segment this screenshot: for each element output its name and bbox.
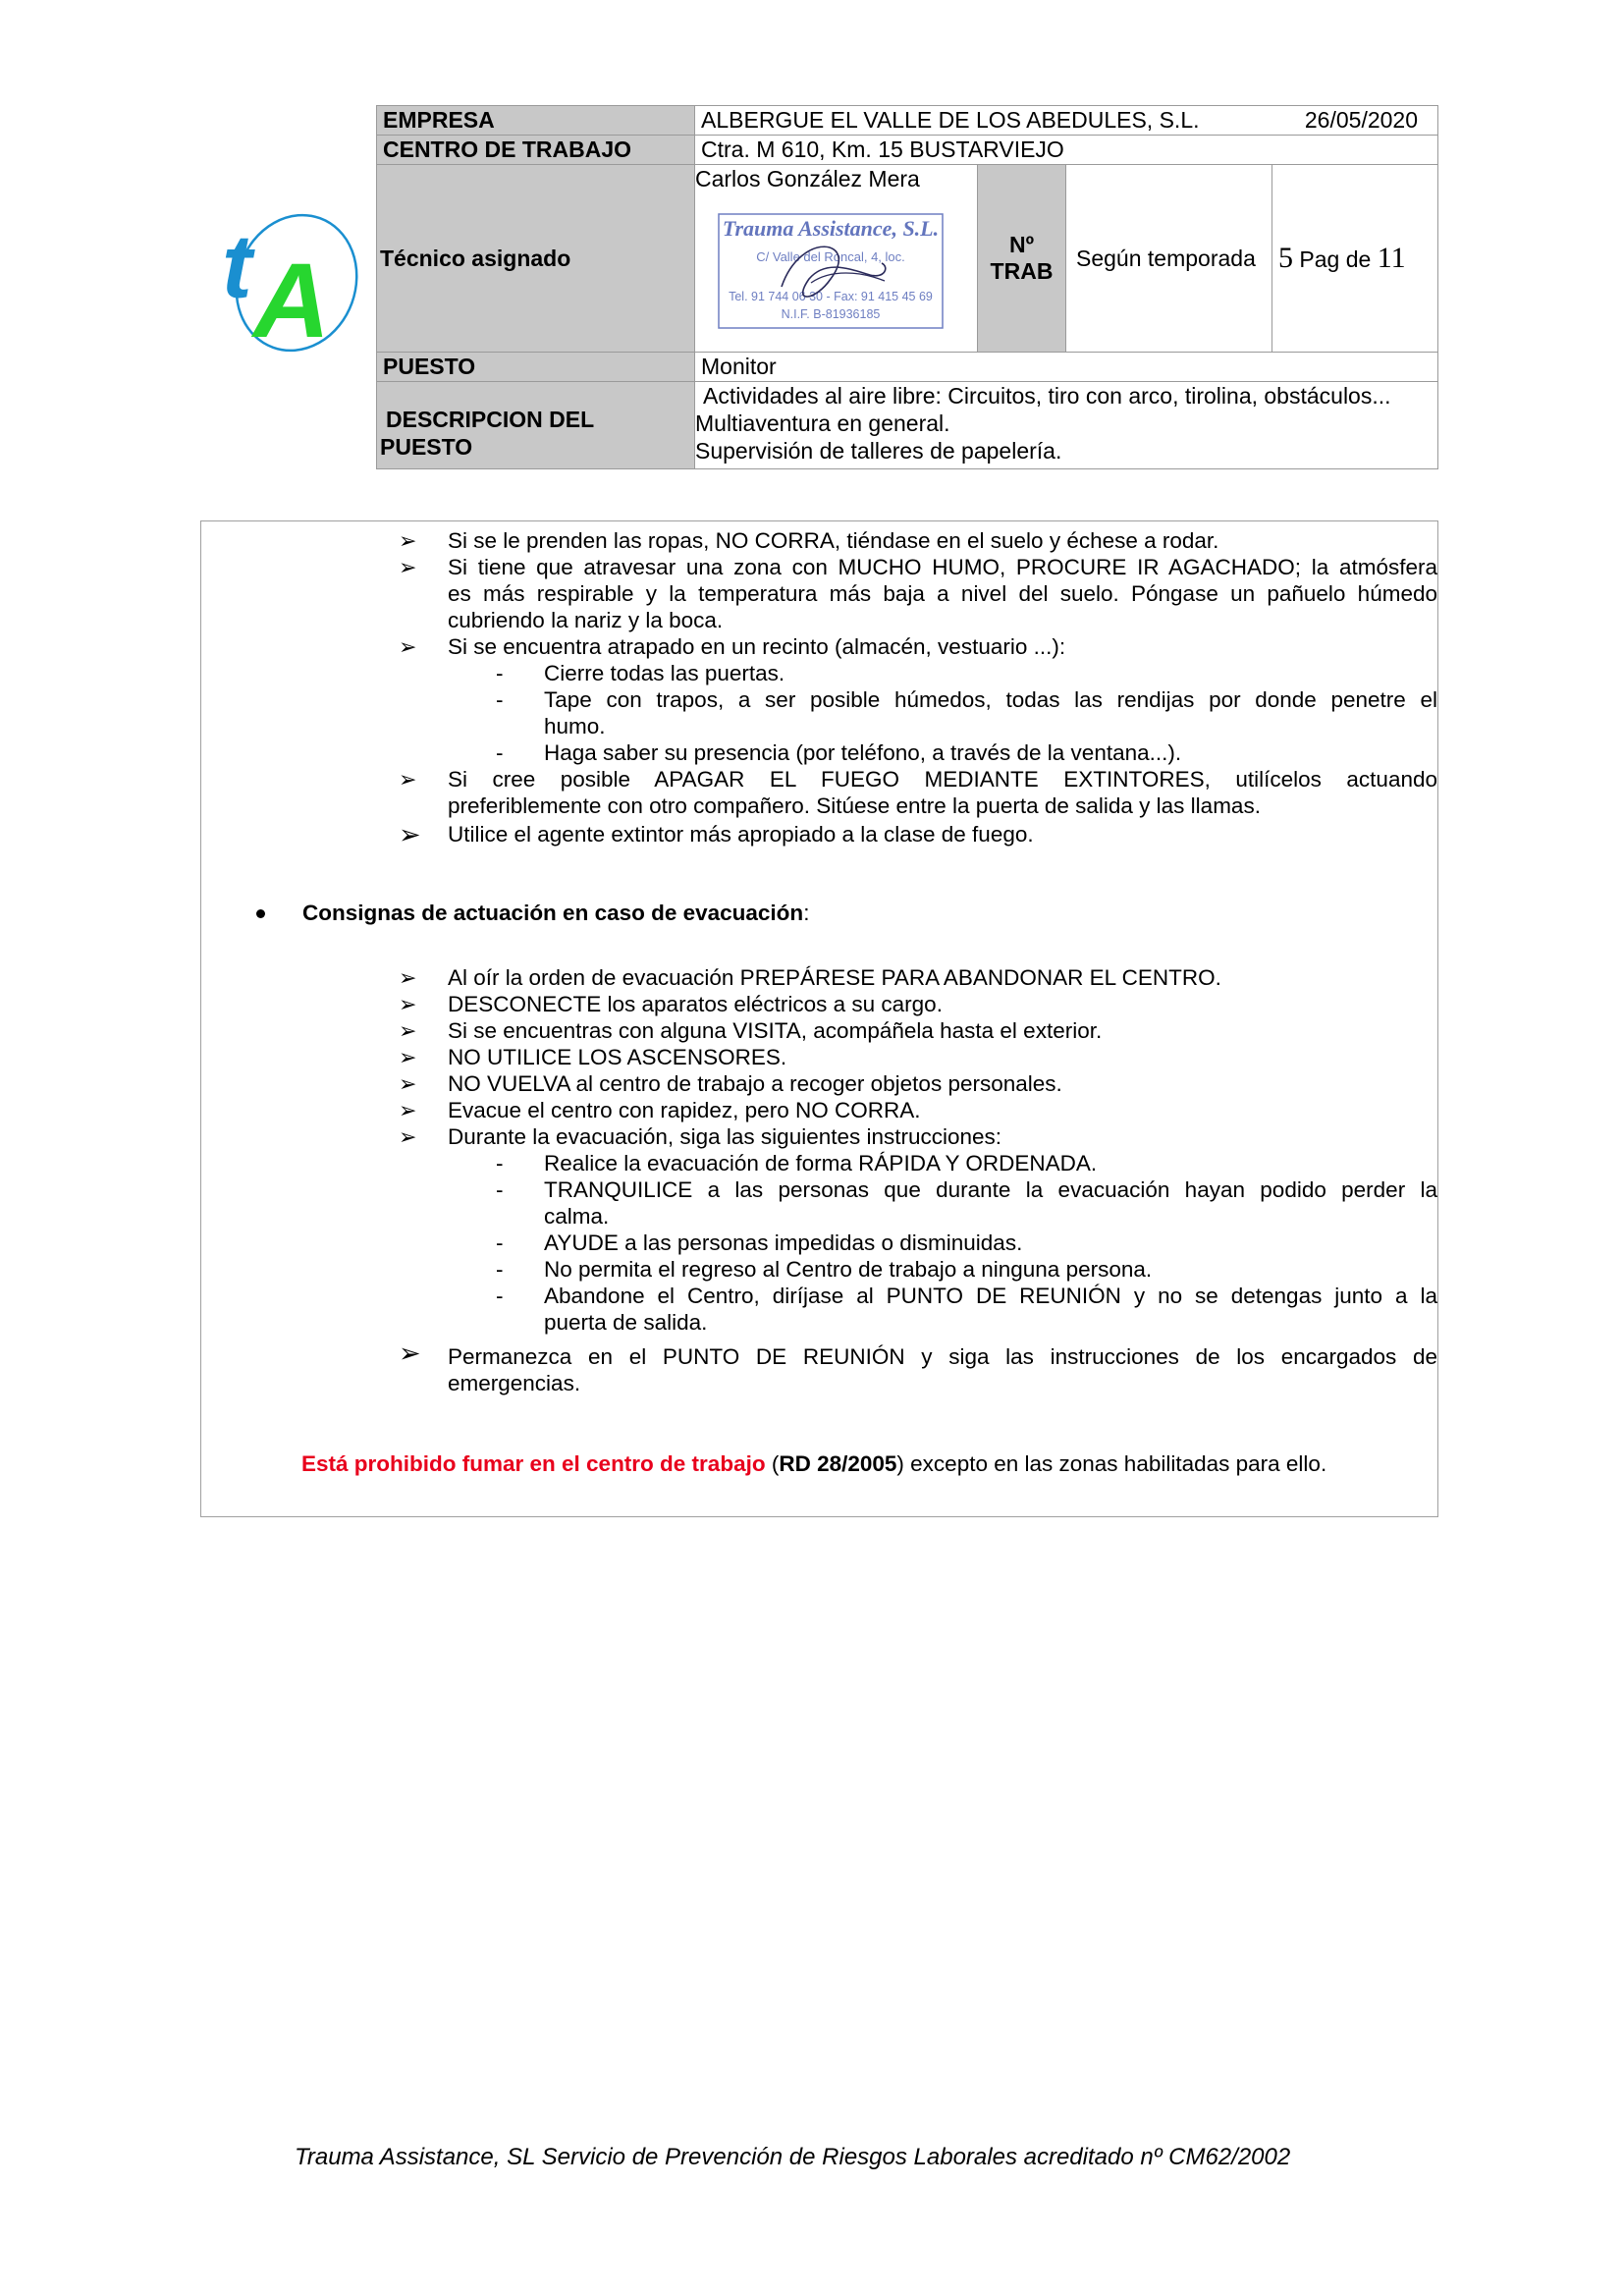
evac-subitem: calma. (544, 1204, 610, 1229)
fire-item: Si se le prenden las ropas, NO CORRA, tiéndase en el suelo y échese a rodar. (448, 528, 1219, 553)
evac-subitem: puerta de salida. (544, 1310, 708, 1335)
descripcion-value (695, 382, 1438, 469)
empresa-label: EMPRESA (377, 106, 695, 136)
svg-text:A: A (253, 241, 330, 359)
arrow-bullet: ➢ (399, 1071, 417, 1096)
arrow-bullet: ➢ (399, 965, 417, 990)
dash-bullet: - (496, 1151, 504, 1175)
page-indicator (1272, 165, 1438, 353)
evac-subitem: AYUDE a las personas impedidas o disminuidas. (544, 1230, 1023, 1255)
fire-item: Utilice el agente extintor más apropiado a la clase de fuego. (448, 822, 1034, 847)
descripcion-line: Supervisión de talleres de papelería. (695, 438, 1062, 464)
evac-item: Evacue el centro con rapidez, pero NO CORRA. (448, 1098, 921, 1122)
instructions-box (200, 520, 1438, 1517)
dash-bullet: - (496, 687, 504, 712)
page-footer: Trauma Assistance, SL Servicio de Prevención de Riesgos Laborales acreditado nº CM62/2002 (295, 2144, 1291, 2170)
arrow-bullet: ➢ (399, 1098, 417, 1122)
arrow-bullet: ➢ (399, 1124, 417, 1149)
ntrab-value: Según temporada (1066, 165, 1272, 353)
evac-item: Permanezca en el PUNTO DE REUNIÓN y siga las instrucciones de los encargados de (448, 1344, 1437, 1369)
tecnico-name: Carlos González Mera (695, 166, 920, 191)
arrow-bullet: ➢ (399, 555, 417, 579)
empresa-value: ALBERGUE EL VALLE DE LOS ABEDULES, S.L. (701, 107, 1200, 133)
evacuation-heading: Consignas de actuación en caso de evacuación: (302, 901, 810, 925)
svg-text:N.I.F. B-81936185: N.I.F. B-81936185 (781, 307, 881, 321)
puesto-label: PUESTO (377, 353, 695, 382)
descripcion-line: Actividades al aire libre: Circuitos, tiro con arco, tirolina, obstáculos... (703, 383, 1391, 409)
evac-subitem: TRANQUILICE a las personas que durante la evacuación hayan podido perder la (544, 1177, 1437, 1202)
evac-subitem: No permita el regreso al Centro de trabajo a ninguna persona. (544, 1257, 1153, 1282)
tecnico-label: Técnico asignado (377, 165, 695, 353)
evac-subitem: Realice la evacuación de forma RÁPIDA Y ORDENADA. (544, 1151, 1098, 1175)
empresa-cell (695, 106, 1438, 136)
evac-item: Si se encuentras con alguna VISITA, acompáñela hasta el exterior. (448, 1018, 1103, 1043)
smoking-notice: Está prohibido fumar en el centro de trabajo (RD 28/2005) excepto en las zonas habilitadas para ello. (301, 1451, 1327, 1476)
descripcion-label: DESCRIPCION DEL PUESTO (377, 382, 695, 469)
centro-label: CENTRO DE TRABAJO (377, 136, 695, 165)
svg-text:Trauma Assistance, S.L.: Trauma Assistance, S.L. (722, 216, 940, 241)
evac-item: NO UTILICE LOS ASCENSORES. (448, 1045, 787, 1069)
evac-item: NO VUELVA al centro de trabajo a recoger objetos personales. (448, 1071, 1062, 1096)
fire-subitem: Cierre todas las puertas. (544, 661, 785, 685)
evac-item: Al oír la orden de evacuación PREPÁRESE PARA ABANDONAR EL CENTRO. (448, 965, 1221, 990)
arrow-bullet: ➢ (399, 1045, 417, 1069)
arrow-bullet: ➢ (399, 820, 421, 849)
dash-bullet: - (496, 1284, 504, 1308)
dash-bullet: - (496, 1230, 504, 1255)
ntrab-label-2: TRAB (990, 258, 1054, 284)
dash-bullet: - (496, 661, 504, 685)
arrow-bullet: ➢ (399, 1339, 421, 1368)
fire-subitem: Haga saber su presencia (por teléfono, a través de la ventana...). (544, 740, 1182, 765)
page-current: 5 (1278, 241, 1293, 274)
arrow-bullet: ➢ (399, 634, 417, 659)
page-mid: Pag de (1299, 246, 1372, 272)
fire-subitem: Tape con trapos, a ser posible húmedos, todas las rendijas por donde penetre el (544, 687, 1437, 712)
fire-subitem: humo. (544, 714, 606, 738)
evac-item: DESCONECTE los aparatos eléctricos a su cargo. (448, 992, 943, 1016)
tecnico-cell (695, 165, 978, 353)
svg-text:t: t (222, 217, 252, 317)
fire-item: Si cree posible APAGAR EL FUEGO MEDIANTE EXTINTORES, utilícelos actuando (448, 767, 1437, 792)
svg-text:C/ Valle del Roncal, 4, loc.: C/ Valle del Roncal, 4, loc. (756, 249, 905, 264)
fire-item: Si se encuentra atrapado en un recinto (almacén, vestuario ...): (448, 634, 1066, 659)
dash-bullet: - (496, 740, 504, 765)
arrow-bullet: ➢ (399, 992, 417, 1016)
header-table (376, 105, 1438, 469)
fire-item: preferiblemente con otro compañero. Sitúese entre la puerta de salida y las llamas. (448, 793, 1261, 818)
company-stamp (713, 210, 948, 334)
descripcion-line: Multiaventura en general. (695, 410, 950, 436)
dash-bullet: - (496, 1257, 504, 1282)
arrow-bullet: ➢ (399, 1018, 417, 1043)
arrow-bullet: ➢ (399, 767, 417, 792)
round-bullet (256, 909, 265, 918)
page-total: 11 (1377, 241, 1406, 274)
evac-subitem: Abandone el Centro, diríjase al PUNTO DE REUNIÓN y no se detengas junto a la (544, 1284, 1437, 1308)
centro-value: Ctra. M 610, Km. 15 BUSTARVIEJO (695, 136, 1438, 165)
dash-bullet: - (496, 1177, 504, 1202)
arrow-bullet: ➢ (399, 528, 417, 553)
ntrab-label-1: Nº (1008, 232, 1034, 257)
document-date: 26/05/2020 (1304, 107, 1419, 133)
fire-item: es más respirable y la temperatura más baja a nivel del suelo. Póngase un pañuelo húmedo (448, 581, 1437, 606)
puesto-value: Monitor (695, 353, 1438, 382)
fire-item: cubriendo la nariz y la boca. (448, 608, 724, 632)
fire-item: Si tiene que atravesar una zona con MUCHO HUMO, PROCURE IR AGACHADO; la atmósfera (448, 555, 1437, 579)
company-logo (208, 204, 360, 361)
evac-item: Durante la evacuación, siga las siguientes instrucciones: (448, 1124, 1002, 1149)
svg-text:Tel. 91 744 06 30 - Fax: 91 41: Tel. 91 744 06 30 - Fax: 91 415 45 69 (729, 290, 933, 303)
evac-item: emergencias. (448, 1371, 581, 1395)
ntrab-label-cell (978, 165, 1066, 353)
